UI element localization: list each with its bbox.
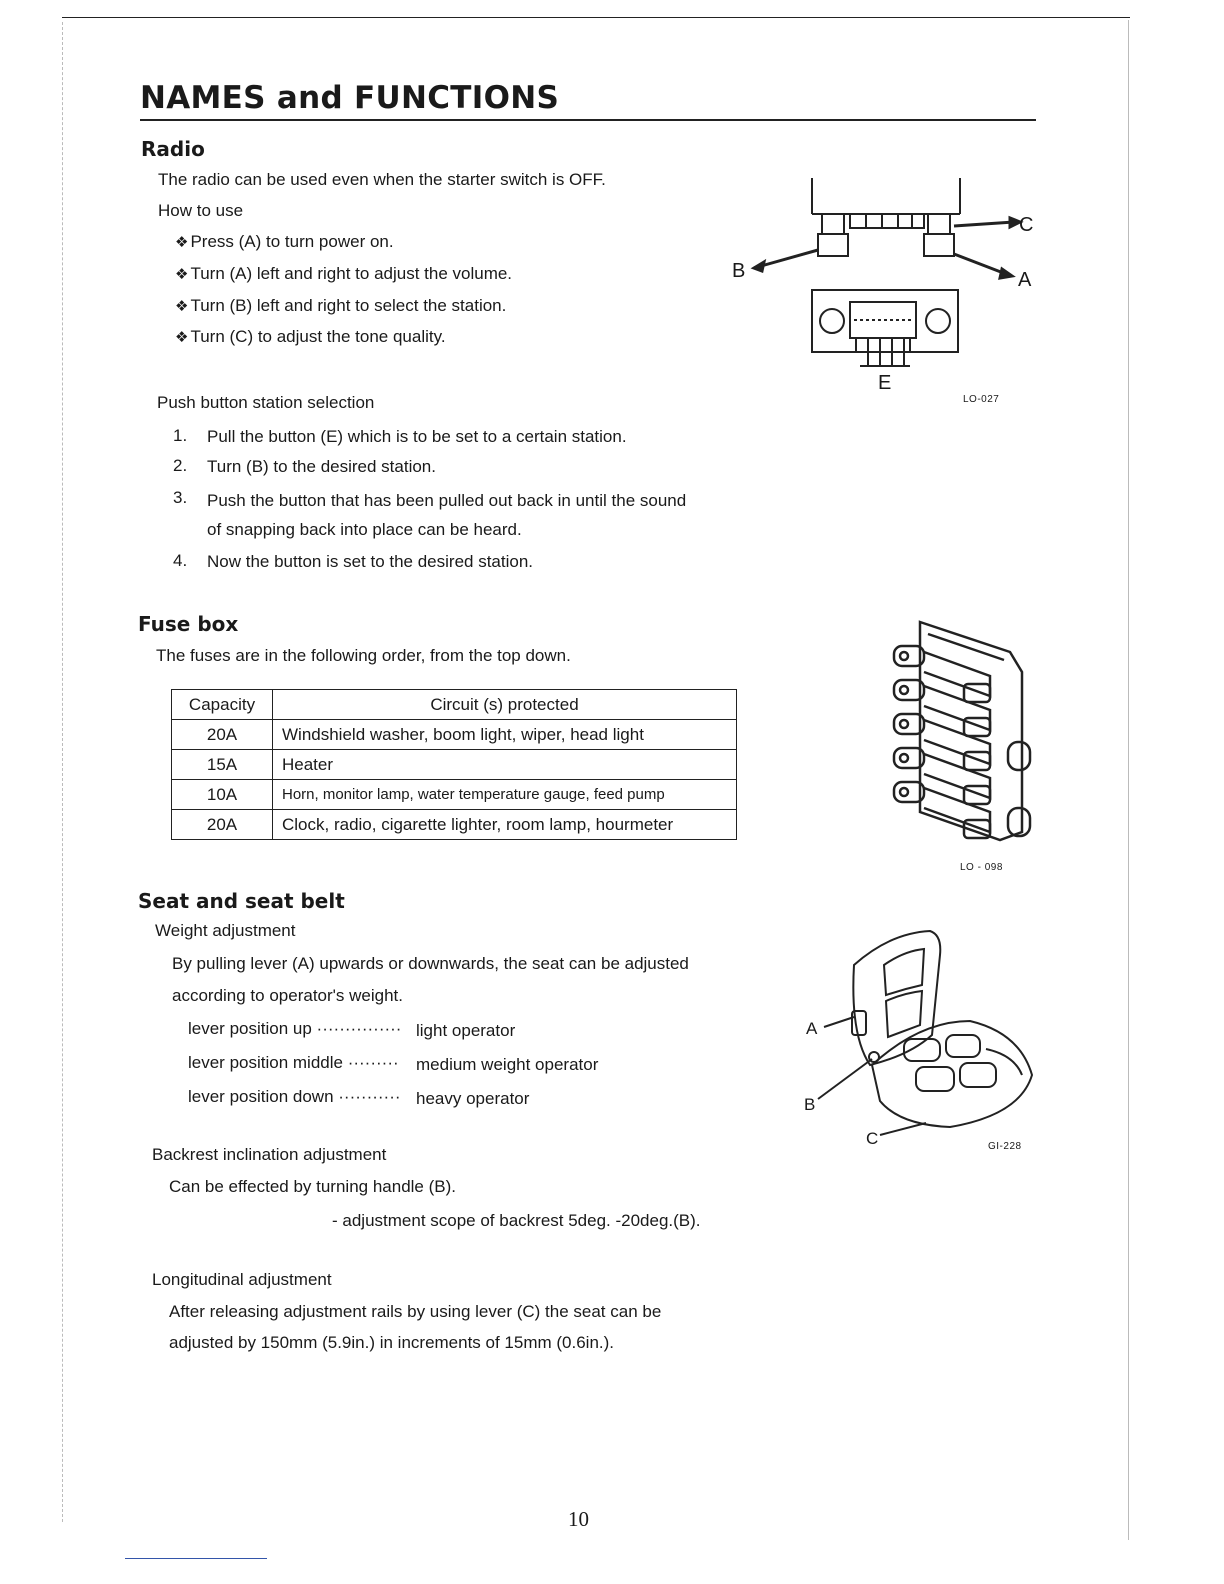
fuse-box-heading: Fuse box — [138, 612, 239, 636]
backrest-scope: - adjustment scope of backrest 5deg. -20deg.(B). — [332, 1211, 701, 1230]
lever-position-row — [188, 1019, 401, 1039]
table-row — [172, 720, 737, 750]
radio-step-text: Turn (B) left and right to select the station. — [190, 296, 507, 315]
dot-leader: ··············· — [316, 1019, 402, 1038]
capacity-cell: 10A — [172, 780, 273, 810]
circuit-cell: Clock, radio, cigarette lighter, room lamp, hourmeter — [273, 810, 737, 840]
circuit-cell: Heater — [273, 750, 737, 780]
capacity-cell: 20A — [172, 810, 273, 840]
push-step-text: Now the button is set to the desired station. — [207, 552, 534, 571]
lever-position-row — [188, 1053, 399, 1073]
longitudinal-heading: Longitudinal adjustment — [152, 1270, 332, 1289]
fuse-table — [171, 689, 737, 840]
seat-figure-code: GI-228 — [988, 1141, 1022, 1152]
push-step-text: Pull the button (E) which is to be set to a certain station. — [207, 427, 627, 446]
weight-text: according to operator's weight. — [172, 986, 403, 1005]
longitudinal-text: After releasing adjustment rails by using lever (C) the seat can be — [169, 1302, 662, 1321]
fuse-box-figure — [880, 612, 1040, 874]
backrest-heading: Backrest inclination adjustment — [152, 1145, 387, 1164]
seat-label-b: B — [804, 1095, 816, 1114]
footer-line — [125, 1558, 267, 1559]
push-button-heading: Push button station selection — [157, 393, 375, 412]
push-step-text: Turn (B) to the desired station. — [207, 457, 436, 476]
push-step-text: of snapping back into place can be heard. — [207, 520, 522, 539]
lever-position-label: lever position up — [188, 1019, 312, 1038]
diamond-bullet-icon: ❖ — [175, 329, 189, 346]
fuse-box-diagram — [880, 612, 1040, 852]
seat-figure — [800, 925, 1040, 1160]
table-row — [172, 810, 737, 840]
column-header-circuit: Circuit (s) protected — [273, 690, 737, 720]
radio-label-e: E — [878, 372, 892, 394]
circuit-cell: Horn, monitor lamp, water temperature gauge, feed pump — [273, 780, 737, 810]
seat-heading: Seat and seat belt — [138, 889, 345, 913]
lever-position-label: lever position middle — [188, 1053, 343, 1072]
fuse-figure-code: LO - 098 — [960, 862, 1003, 873]
page-title: NAMES and FUNCTIONS — [140, 80, 560, 116]
push-step-num: 1. — [173, 426, 188, 445]
circuit-cell: Windshield washer, boom light, wiper, head light — [273, 720, 737, 750]
radio-step-text: Turn (A) left and right to adjust the volume. — [190, 264, 513, 283]
top-border-line — [62, 17, 1130, 18]
push-step-num: 3. — [173, 488, 188, 507]
diamond-bullet-icon: ❖ — [175, 266, 189, 283]
radio-step — [175, 327, 446, 348]
radio-step-text: Press (A) to turn power on. — [190, 232, 394, 251]
column-header-capacity: Capacity — [172, 690, 273, 720]
lever-position-value: light operator — [416, 1021, 516, 1040]
push-step-num: 4. — [173, 551, 188, 570]
capacity-cell: 15A — [172, 750, 273, 780]
seat-label-c: C — [866, 1129, 879, 1148]
radio-label-b: B — [732, 260, 746, 282]
weight-text: By pulling lever (A) upwards or downwards, the seat can be adjusted — [172, 954, 689, 973]
longitudinal-text: adjusted by 150mm (5.9in.) in increments of 15mm (0.6in.). — [169, 1333, 615, 1352]
radio-intro: The radio can be used even when the starter switch is OFF. — [158, 170, 606, 189]
dot-leader: ··········· — [338, 1087, 401, 1106]
radio-step-text: Turn (C) to adjust the tone quality. — [190, 327, 446, 346]
table-header-row — [172, 690, 737, 720]
radio-label-a: A — [1018, 269, 1032, 291]
radio-heading: Radio — [141, 137, 205, 161]
radio-step — [175, 232, 394, 253]
diamond-bullet-icon: ❖ — [175, 298, 189, 315]
radio-label-c: C — [1019, 214, 1034, 236]
radio-figure — [728, 170, 1048, 410]
how-to-use-label: How to use — [158, 201, 244, 220]
right-margin-line — [1128, 20, 1129, 1540]
weight-adjustment-heading: Weight adjustment — [155, 921, 296, 940]
lever-position-row — [188, 1087, 401, 1107]
table-row — [172, 780, 737, 810]
backrest-text: Can be effected by turning handle (B). — [169, 1177, 456, 1196]
lever-position-value: medium weight operator — [416, 1055, 599, 1074]
left-margin-line — [62, 22, 63, 1522]
radio-step — [175, 296, 506, 317]
seat-label-a: A — [806, 1019, 818, 1038]
lever-position-value: heavy operator — [416, 1089, 530, 1108]
push-step-text: Push the button that has been pulled out back in until the sound — [207, 491, 687, 510]
radio-figure-code: LO-027 — [963, 394, 1000, 405]
table-row — [172, 750, 737, 780]
title-underline — [140, 119, 1036, 121]
fuse-box-intro: The fuses are in the following order, from the top down. — [156, 646, 571, 665]
radio-step — [175, 264, 512, 285]
dot-leader: ········· — [347, 1053, 399, 1072]
diamond-bullet-icon: ❖ — [175, 234, 189, 251]
page-number: 10 — [568, 1507, 589, 1531]
seat-diagram — [800, 925, 1040, 1145]
capacity-cell: 20A — [172, 720, 273, 750]
push-step-num: 2. — [173, 456, 188, 475]
lever-position-label: lever position down — [188, 1087, 334, 1106]
